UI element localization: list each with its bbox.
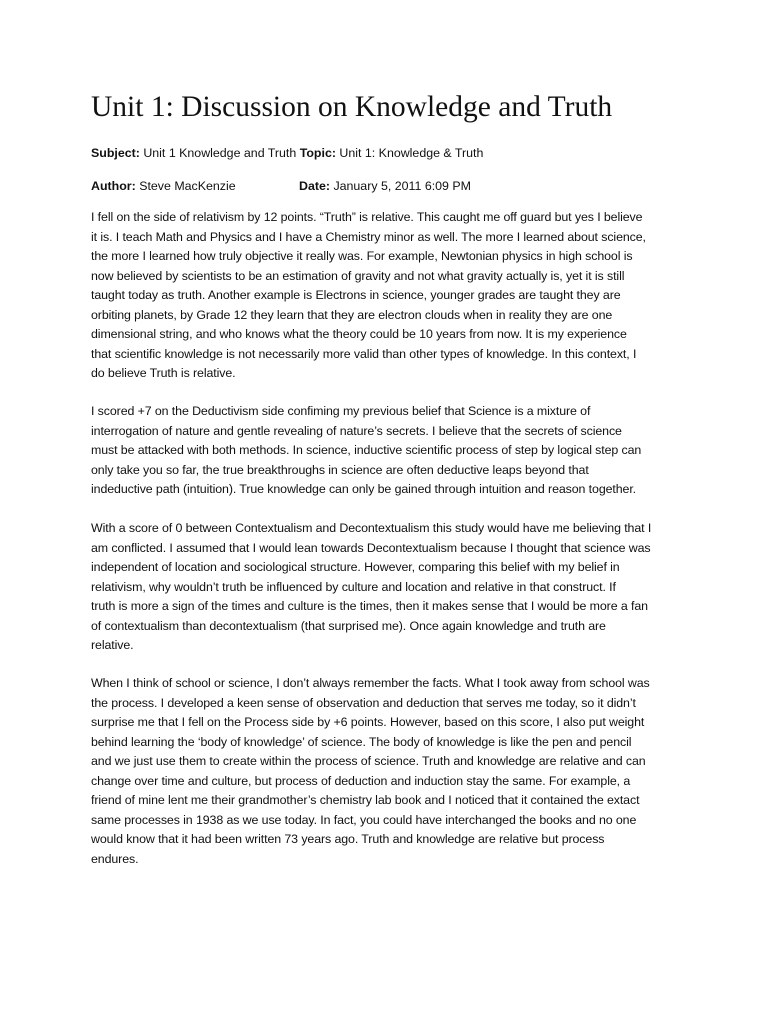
paragraph-line: now believed by scientists to be an estimation of gravity and not what gravity actually is, yet it is still (91, 268, 625, 283)
subject-line (91, 145, 691, 161)
paragraph-line: it is. I teach Math and Physics and I have a Chemistry minor as well. The more I learned about science, (91, 229, 646, 244)
date-label: Date: (299, 179, 330, 193)
paragraph-relativism (91, 208, 681, 384)
paragraph-line: I fell on the side of relativism by 12 points. “Truth” is relative. This caught me off guard but yes I believe (91, 210, 643, 224)
subject-value: Unit 1 Knowledge and Truth (143, 146, 297, 160)
paragraph-line: orbiting planets, by Grade 12 they learn that they are electron clouds when in reality they are one (91, 307, 613, 322)
author-date-line (91, 178, 691, 194)
author-label: Author: (91, 179, 136, 193)
paragraph-line: am conflicted. I assumed that I would lean towards Decontextualism because I thought that science was (91, 540, 651, 555)
paragraph-line: change over time and culture, but process of deduction and induction stay the same. For example, a (91, 773, 631, 788)
paragraph-line: interrogation of nature and gentle revealing of nature’s secrets. I believe that the secrets of science (91, 423, 622, 438)
paragraph-line: endures. (91, 851, 139, 866)
paragraph-line: behind learning the ‘body of knowledge’ of science. The body of knowledge is like the pen and pencil (91, 734, 632, 749)
paragraph-line: When I think of school or science, I don’t always remember the facts. What I took away from school was (91, 676, 650, 690)
paragraph-line: and we just use them to create within the process of science. Truth and knowledge are relative and can (91, 754, 646, 768)
topic-label: Topic: (299, 146, 336, 160)
paragraph-line: indeductive path (intuition). True knowledge can only be gained through intuition and reason together. (91, 482, 637, 496)
topic-value: Unit 1: Knowledge & Truth (339, 146, 484, 160)
document-title: Unit 1: Discussion on Knowledge and Truth (91, 91, 613, 123)
paragraph-line: With a score of 0 between Contextualism and Decontextualism this study would have me believing that I (91, 521, 652, 535)
author-value: Steve MacKenzie (139, 179, 236, 193)
paragraph-line: surprise me that I fell on the Process side by +6 points. However, based on this score, I also put weight (91, 715, 645, 729)
paragraph-line: truth is more a sign of the times and culture is the times, then it makes sense that I would be more a fan (91, 599, 648, 613)
paragraph-line: must be attacked with both methods. In science, inductive scientific process of step by logical step can (91, 443, 642, 457)
paragraph-line: do believe Truth is relative. (91, 366, 236, 380)
paragraph-contextualism (91, 519, 681, 656)
paragraph-line: would know that it had been written 73 years ago. Truth and knowledge are relative but process (91, 832, 605, 846)
paragraph-line: that scientific knowledge is not necessarily more valid than other types of knowledge. In this context, I (91, 346, 637, 361)
paragraph-process (91, 674, 681, 869)
paragraph-line: the more I learned how truly objective it really was. For example, Newtonian physics in high school is (91, 249, 633, 263)
paragraph-line: dimensional string, and who knows what the theory could be 10 years from now. It is my experience (91, 327, 627, 341)
paragraph-line: relativism, why wouldn’t truth be influenced by culture and location and relative in that construct. If (91, 579, 616, 594)
paragraph-line: only take you so far, the true breakthroughs in science are often deductive leaps beyond that (91, 462, 589, 477)
paragraph-line: friend of mine lent me their grandmother’s chemistry lab book and I noticed that it contained the extact (91, 793, 640, 807)
paragraph-deductivism (91, 402, 681, 500)
subject-label: Subject: (91, 146, 140, 160)
paragraph-line: the process. I developed a keen sense of observation and deduction that serves me today, so it didn’t (91, 695, 636, 710)
paragraph-line: relative. (91, 638, 134, 652)
date-value: January 5, 2011 6:09 PM (333, 179, 471, 193)
date-group (299, 178, 471, 194)
paragraph-line: of contextualism than decontextualism (that surprised me). Once again knowledge and truth are (91, 618, 606, 633)
paragraph-line: taught today as truth. Another example is Electrons in science, younger grades are taught they are (91, 288, 621, 302)
paragraph-line: same processes in 1938 as we use today. In fact, you could have interchanged the books and no one (91, 812, 637, 827)
paragraph-line: independent of location and sociological structure. However, comparing this belief with my belief in (91, 560, 620, 574)
paragraph-line: I scored +7 on the Deductivism side confiming my previous belief that Science is a mixture of (91, 404, 591, 418)
